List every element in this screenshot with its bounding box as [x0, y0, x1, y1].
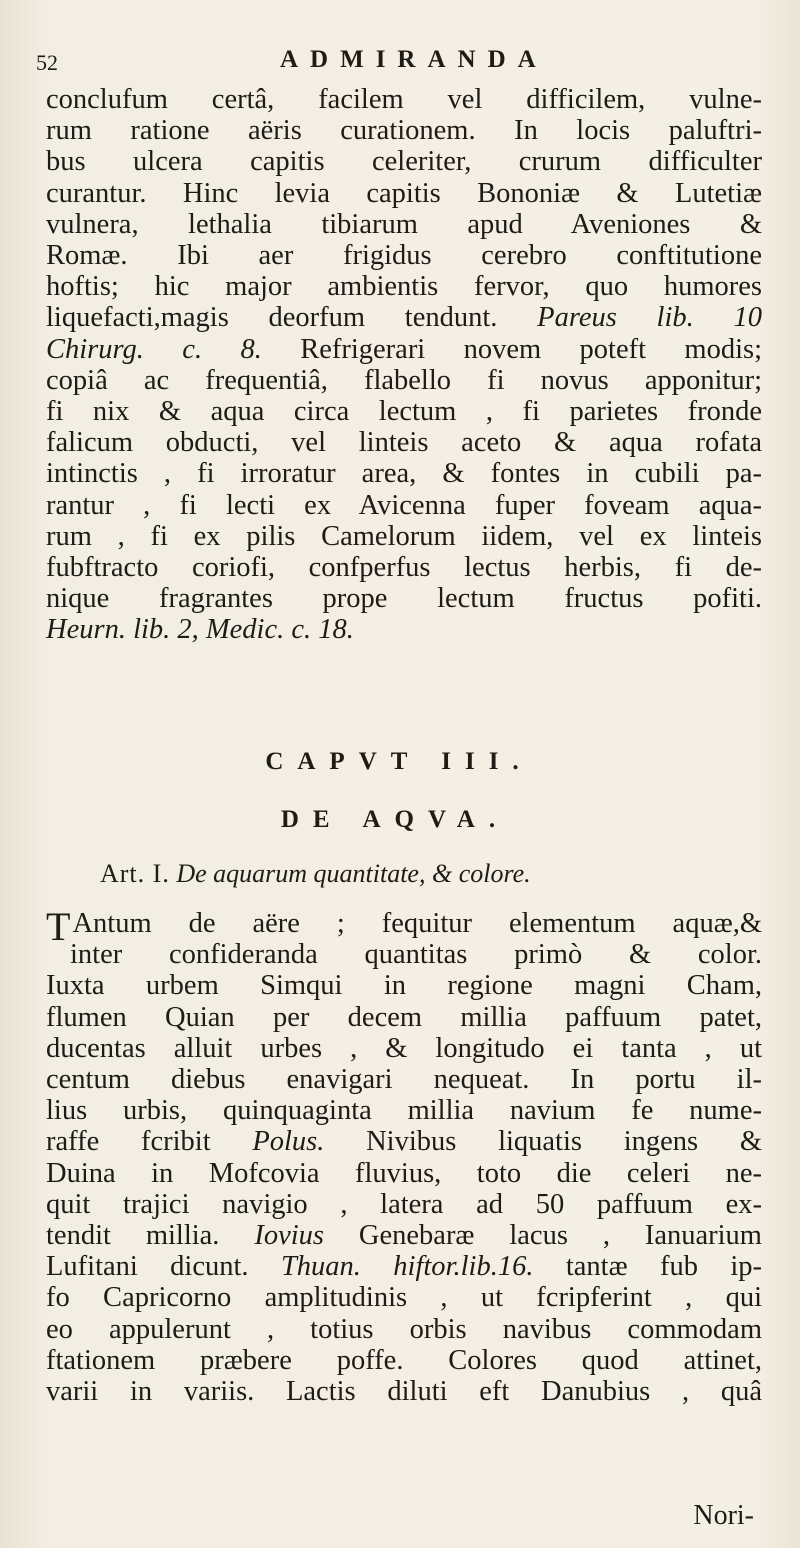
text-line	[46, 1158, 762, 1189]
text-line	[46, 271, 762, 302]
body-text: fi nix & aqua circa lectum , fi parietes fronde	[46, 396, 762, 428]
paragraph-1	[46, 84, 762, 646]
body-text: Iuxta urbem Simqui in regione magni Cham,	[46, 970, 762, 1002]
text-line	[46, 240, 762, 271]
body-text: raffe fcribit	[46, 1126, 253, 1158]
chapter-title: CAPVT III.	[265, 748, 533, 775]
text-line	[46, 939, 762, 970]
body-text: bus ulcera capitis celeriter, crurum difficulter	[46, 146, 762, 178]
text-line	[46, 583, 762, 614]
body-text: ducentas alluit urbes , & longitudo ei tanta , ut	[46, 1032, 762, 1064]
body-text: liquefacti,magis deorfum tendunt.	[46, 302, 538, 334]
body-text: copiâ ac frequentiâ, flabello fi novus apponitur;	[46, 364, 762, 396]
text-line	[46, 115, 762, 146]
body-text: curantur. Hinc levia capitis Bononiæ & Lutetiæ	[46, 177, 762, 209]
text-line	[46, 84, 762, 115]
drop-cap: T	[46, 904, 71, 949]
page-header	[36, 40, 756, 90]
body-text: Romæ. Ibi aer frigidus cerebro conftitutione	[46, 240, 762, 272]
body-text: tantæ fub ip-	[533, 1251, 762, 1283]
text-line	[46, 396, 762, 427]
text-line	[46, 1126, 762, 1157]
text-line	[46, 1033, 762, 1064]
catchword: Nori-	[693, 1500, 754, 1531]
citation-text: Chirurg. c. 8.	[46, 333, 262, 365]
body-text: intinctis , fi irroratur area, & fontes in cubili pa-	[46, 458, 762, 490]
text-line	[46, 146, 762, 177]
citation-text: Iovius	[254, 1220, 324, 1252]
body-text: lius urbis, quinquaginta millia navium fe nume-	[46, 1095, 762, 1127]
body-text: fo Capricorno amplitudinis , ut fcripferint , qui	[46, 1282, 762, 1314]
text-line	[46, 490, 762, 521]
text-line	[46, 970, 762, 1001]
text-line	[46, 1282, 762, 1313]
body-text: varii in variis. Lactis diluti eft Danubius , quâ	[46, 1376, 762, 1408]
text-line	[46, 458, 762, 489]
text-line	[46, 904, 762, 949]
body-text: eo appulerunt , totius orbis navibus commodam	[46, 1313, 762, 1345]
text-line	[46, 1095, 762, 1126]
article-label: Art. I.	[100, 859, 170, 888]
text-line	[46, 178, 762, 209]
text-line	[46, 1314, 762, 1345]
paragraph-2	[46, 904, 762, 1408]
text-line	[46, 1345, 762, 1376]
text-line	[46, 1376, 762, 1407]
body-text: flumen Quian per decem millia paffuum patet,	[46, 1001, 762, 1033]
body-text: fubftracto coriofi, confperfus lectus herbis, fi de-	[46, 552, 762, 584]
body-text: conclufum certâ, facilem vel difficilem, vulne-	[46, 84, 762, 115]
body-text: quit trajici navigio , latera ad 50 paffuum ex-	[46, 1188, 762, 1220]
text-line	[46, 521, 762, 552]
text-line	[46, 427, 762, 458]
body-text: rum ratione aëris curationem. In locis paluftri-	[46, 115, 762, 147]
body-text: Refrigerari novem poteft modis;	[261, 333, 763, 365]
chapter-subtitle: DE AQVA.	[280, 806, 510, 833]
citation-text: Polus.	[252, 1126, 325, 1158]
body-text: Antum de aëre ; fequitur elementum aquæ,&	[72, 908, 762, 939]
body-text: Genebaræ lacus , Ianuarium	[324, 1220, 762, 1252]
text-line	[46, 302, 762, 333]
page-number: 52	[36, 50, 58, 75]
body-text: hoftis; hic major ambientis fervor, quo humores	[46, 271, 762, 303]
body-text: centum diebus enavigari nequeat. In portu il-	[46, 1064, 762, 1096]
body-text: Nivibus liquatis ingens &	[324, 1126, 762, 1158]
body-text: ftationem præbere poffe. Colores quod attinet,	[46, 1344, 762, 1376]
body-text: falicum obducti, vel linteis aceto & aqua rofata	[46, 427, 762, 459]
citation-text: Heurn. lib. 2, Medic. c. 18.	[46, 614, 354, 646]
body-text: Lufitani dicunt.	[46, 1251, 281, 1283]
text-line	[46, 1189, 762, 1220]
text-line	[46, 1220, 762, 1251]
body-text: rantur , fi lecti ex Avicenna fuper foveam aqua-	[46, 489, 762, 521]
body-text: vulnera, lethalia tibiarum apud Aveniones &	[46, 208, 762, 240]
article-heading	[100, 859, 531, 889]
text-line	[46, 614, 762, 645]
running-title: ADMIRANDA	[280, 46, 548, 73]
citation-text: Pareus lib. 10	[537, 302, 762, 334]
text-line	[46, 209, 762, 240]
text-line	[46, 552, 762, 583]
text-line	[46, 1064, 762, 1095]
body-text: rum , fi ex pilis Camelorum iidem, vel ex linteis	[46, 520, 762, 552]
text-line	[46, 365, 762, 396]
text-line	[46, 1002, 762, 1033]
body-text: nique fragrantes prope lectum fructus pofiti.	[46, 583, 762, 615]
text-line	[46, 334, 762, 365]
body-text: tendit millia.	[46, 1220, 255, 1252]
article-title: De aquarum quantitate, & colore.	[176, 859, 531, 888]
body-text: Duina in Mofcovia fluvius, toto die celeri ne-	[46, 1157, 762, 1189]
citation-text: Thuan. hiftor.lib.16.	[280, 1251, 534, 1283]
body-text: inter confideranda quantitas primò & color.	[70, 939, 762, 971]
text-line	[46, 1251, 762, 1282]
